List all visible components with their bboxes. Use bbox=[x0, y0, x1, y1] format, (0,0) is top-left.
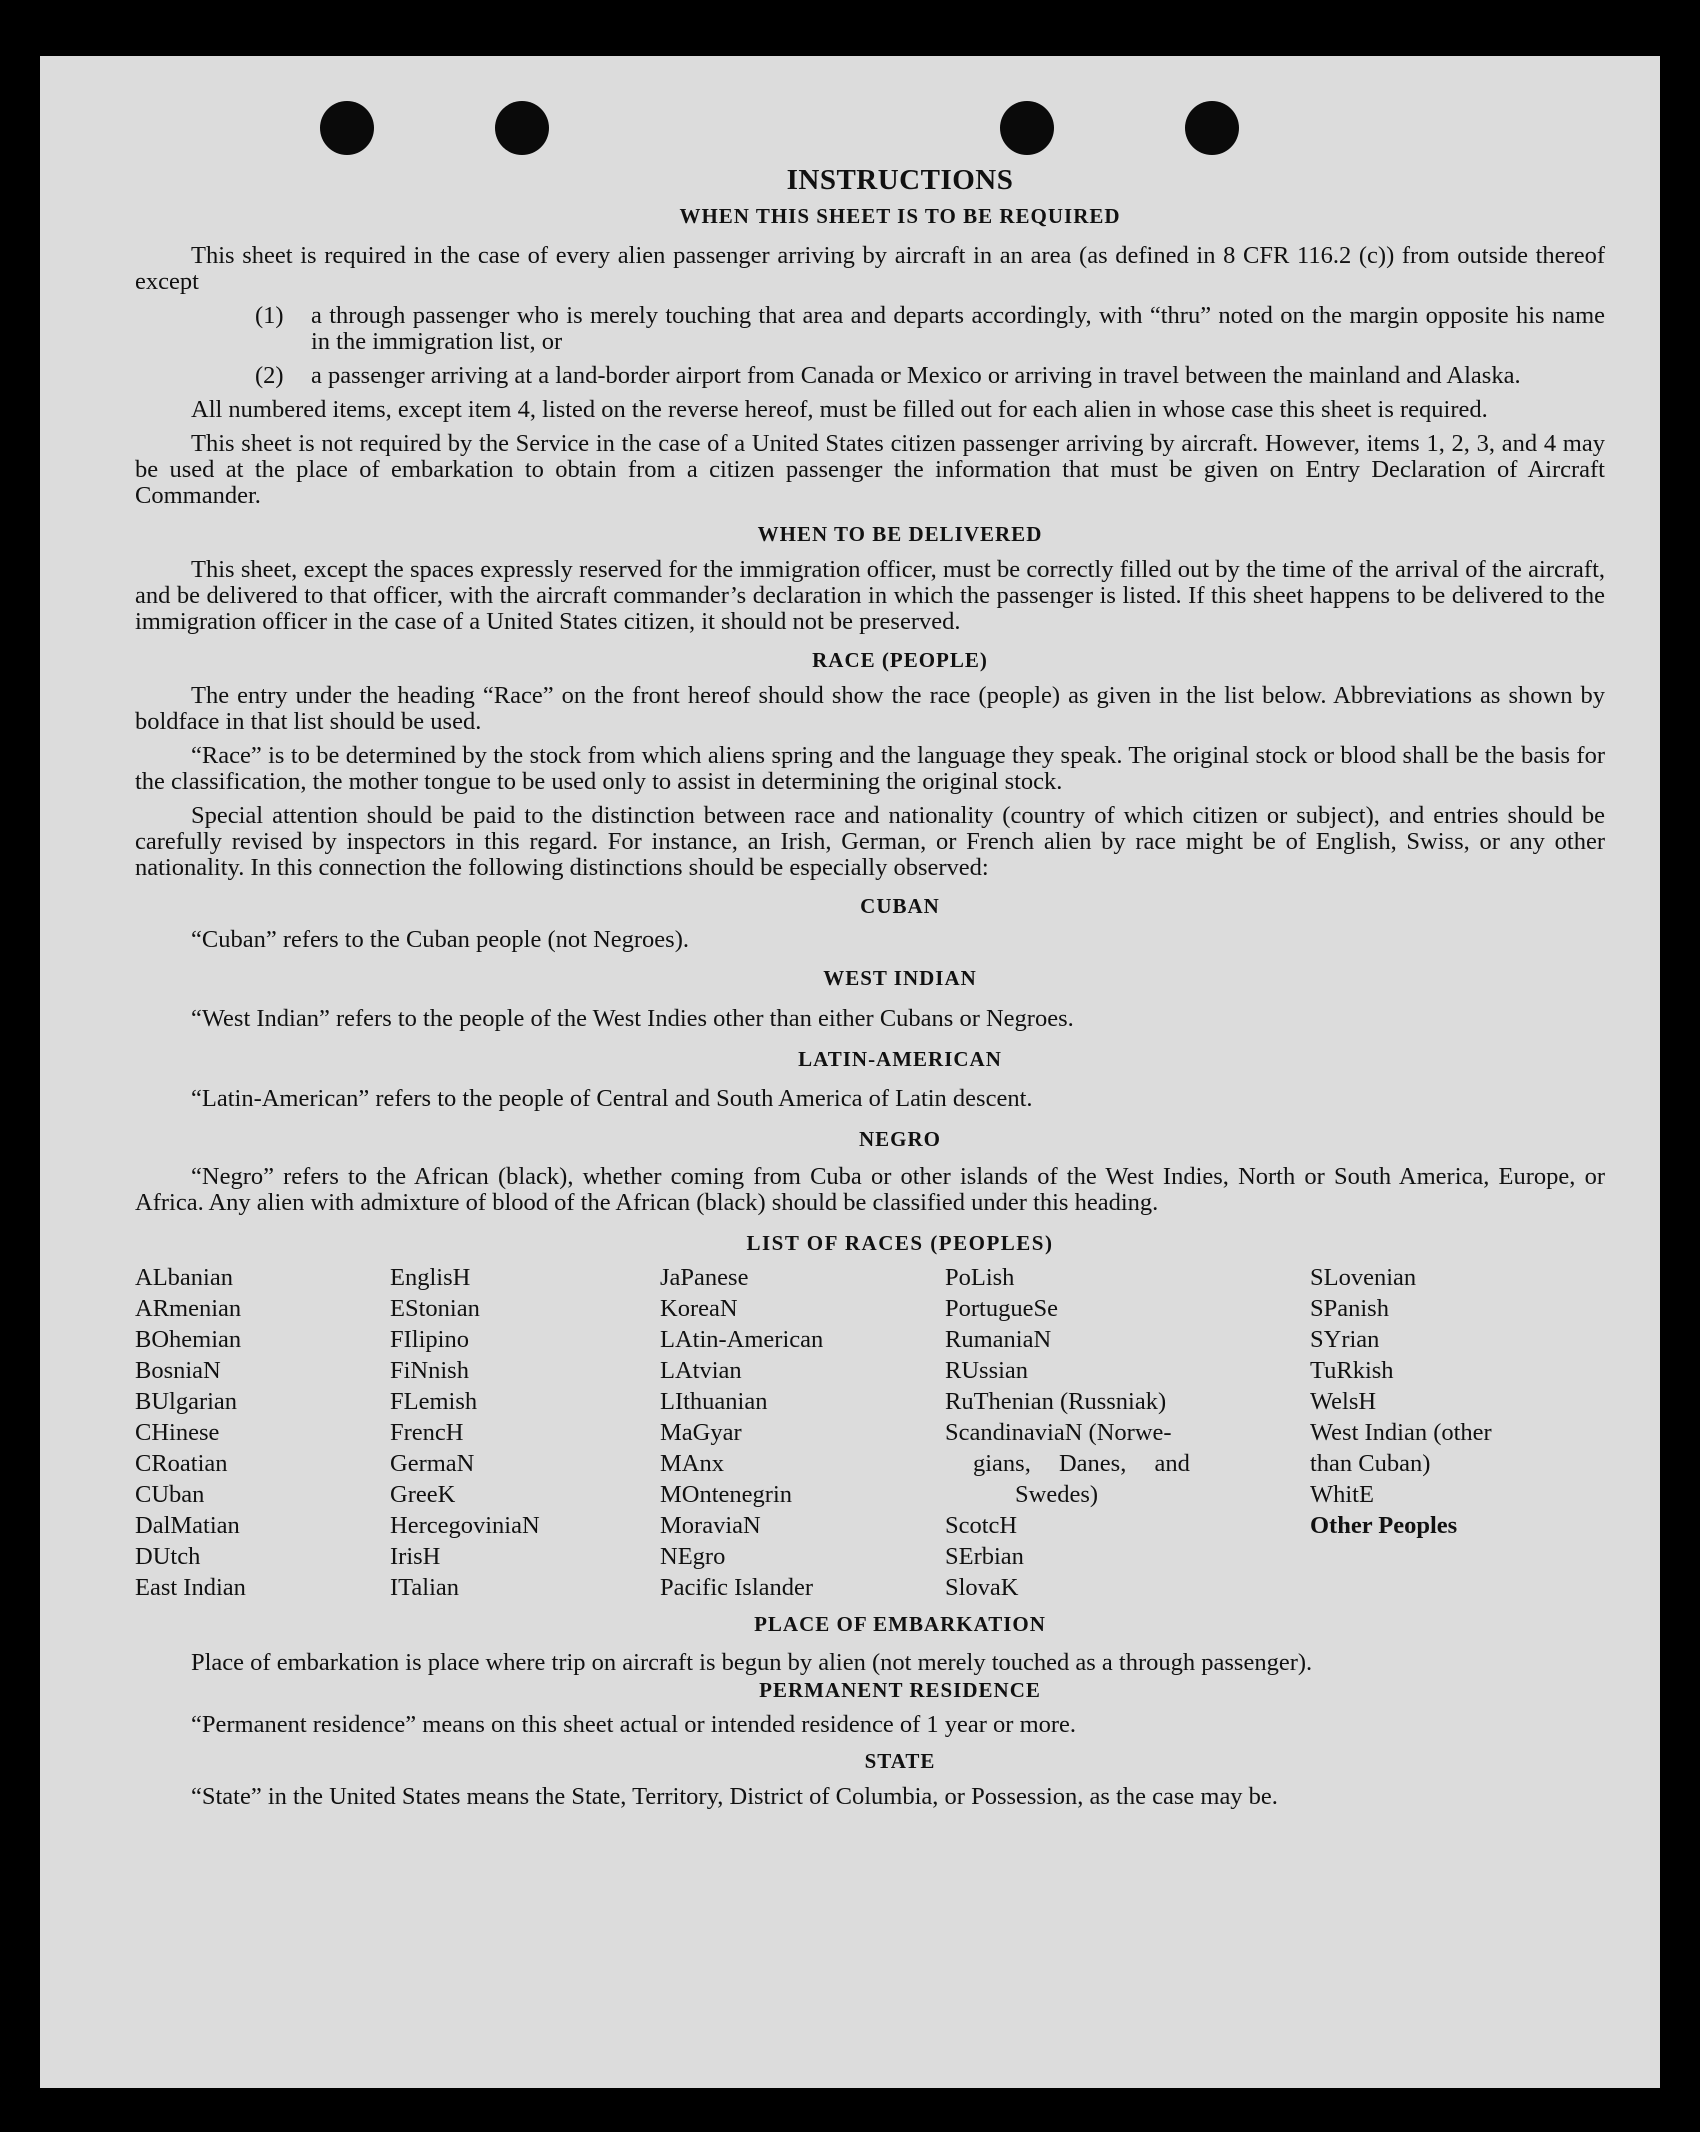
race-item: ARmenian bbox=[135, 1295, 242, 1323]
section-heading: STATE bbox=[864, 1748, 936, 1773]
punch-hole bbox=[495, 101, 549, 155]
punch-hole bbox=[320, 101, 374, 155]
punch-hole bbox=[1185, 101, 1239, 155]
race-item-continued: Swedes) bbox=[1015, 1481, 1099, 1509]
race-item: DalMatian bbox=[135, 1512, 240, 1540]
paragraph: “Cuban” refers to the Cuban people (not Negroes). bbox=[191, 926, 689, 954]
race-item: EStonian bbox=[390, 1295, 480, 1323]
race-item: BOhemian bbox=[135, 1326, 242, 1354]
race-item: RuThenian (Russniak) bbox=[945, 1388, 1167, 1416]
race-item: WelsH bbox=[1310, 1388, 1377, 1416]
race-item: HercegoviniaN bbox=[390, 1512, 540, 1540]
document-page bbox=[40, 56, 1660, 2088]
race-item: SErbian bbox=[945, 1543, 1024, 1571]
race-item: ScotcH bbox=[945, 1512, 1018, 1540]
race-column bbox=[660, 1262, 945, 1603]
race-item: BUlgarian bbox=[135, 1388, 238, 1416]
race-item: FiNnish bbox=[390, 1357, 469, 1385]
race-item: CUban bbox=[135, 1481, 205, 1509]
list-text: a through passenger who is merely touching that area and departs accordingly, with “thru” noted on the margin opposite his name in the immigration list, or bbox=[311, 302, 1605, 356]
race-item: TuRkish bbox=[1310, 1357, 1394, 1385]
race-item: NEgro bbox=[660, 1543, 726, 1571]
paragraph: “Race” is to be determined by the stock from which aliens spring and the language they speak. The original stock or blood shall be the basis for the classification, the mother tongue to be used only to assist in determining the original stock. bbox=[135, 742, 1605, 796]
section-heading: CUBAN bbox=[860, 894, 940, 919]
paragraph: This sheet is required in the case of every alien passenger arriving by aircraft in an area (as defined in 8 CFR 116.2 (c)) from outside thereof except bbox=[135, 242, 1605, 296]
paragraph: Place of embarkation is place where trip on aircraft is begun by alien (not merely touched as a through passenger). bbox=[191, 1648, 1313, 1676]
race-item: GermaN bbox=[390, 1450, 475, 1478]
section-heading: LIST OF RACES (PEOPLES) bbox=[746, 1231, 1054, 1255]
race-item-continued: gians, Danes, and bbox=[973, 1450, 1190, 1478]
paragraph: This sheet is not required by the Service in the case of a United States citizen passenger arriving by aircraft. However, items 1, 2, 3, and 4 may be used at the place of embarkation to obtain from a citizen passenger the information that must be given on Entry Declaration of Aircraft Commander. bbox=[135, 430, 1605, 509]
race-item: MaGyar bbox=[660, 1419, 742, 1447]
paragraph: Special attention should be paid to the distinction between race and nationality (country of which citizen or subject), and entries should be carefully revised by inspectors in this regard. For instance, an Irish, German, or French alien by race might be of English, Swiss, or any other nationality. In this connection the following distinctions should be especially observed: bbox=[135, 802, 1605, 882]
race-item: SPanish bbox=[1310, 1295, 1389, 1323]
page-title: INSTRUCTIONS bbox=[786, 164, 1014, 196]
paragraph: “Permanent residence” means on this sheet actual or intended residence of 1 year or more. bbox=[191, 1710, 1077, 1738]
race-item: RumaniaN bbox=[945, 1326, 1052, 1354]
race-item: EnglisH bbox=[390, 1264, 471, 1292]
race-item: LAtvian bbox=[660, 1357, 742, 1385]
race-item: GreeK bbox=[390, 1481, 456, 1509]
paragraph: The entry under the heading “Race” on the front hereof should show the race (people) as given in the list below. Abbreviations as shown by boldface in that list should be used. bbox=[135, 682, 1605, 736]
race-item: SlovaK bbox=[945, 1574, 1019, 1602]
section-heading: NEGRO bbox=[858, 1126, 941, 1151]
list-item bbox=[255, 363, 1605, 389]
race-column bbox=[945, 1262, 1245, 1603]
race-item: JaPanese bbox=[660, 1264, 749, 1292]
race-item: MOntenegrin bbox=[660, 1481, 792, 1509]
race-item: RUssian bbox=[945, 1357, 1029, 1385]
race-item: SYrian bbox=[1310, 1326, 1380, 1354]
punch-hole bbox=[1000, 101, 1054, 155]
race-item: FIlipino bbox=[390, 1326, 469, 1354]
race-item: ScandinaviaN (Norwe- bbox=[945, 1419, 1172, 1447]
race-column bbox=[135, 1262, 390, 1603]
race-item: CHinese bbox=[135, 1419, 220, 1447]
race-item: West Indian (other bbox=[1310, 1419, 1492, 1447]
list-item bbox=[255, 303, 1605, 355]
paragraph: “West Indian” refers to the people of the West Indies other than either Cubans or Negroes. bbox=[191, 1004, 1074, 1032]
document-body bbox=[135, 164, 1605, 1810]
race-item: ALbanian bbox=[135, 1264, 233, 1292]
race-list bbox=[135, 1262, 1605, 1603]
section-heading: LATIN-AMERICAN bbox=[798, 1046, 1002, 1071]
section-heading: WHEN THIS SHEET IS TO BE REQUIRED bbox=[679, 204, 1121, 228]
race-column bbox=[390, 1262, 660, 1603]
race-item: LIthuanian bbox=[660, 1388, 768, 1416]
race-item: IrisH bbox=[390, 1543, 441, 1571]
race-item: East Indian bbox=[135, 1574, 246, 1602]
race-item: KoreaN bbox=[660, 1295, 738, 1323]
section-heading: RACE (PEOPLE) bbox=[812, 648, 988, 673]
paragraph: All numbered items, except item 4, listed on the reverse hereof, must be filled out for each alien in whose case this sheet is required. bbox=[191, 396, 1488, 424]
race-item: LAtin-American bbox=[660, 1326, 824, 1354]
section-heading: WHEN TO BE DELIVERED bbox=[757, 521, 1043, 546]
list-number: (2) bbox=[255, 362, 284, 390]
paragraph: This sheet, except the spaces expressly reserved for the immigration officer, must be correctly filled out by the time of the arrival of the aircraft, and be delivered to that officer, with the aircraft commander’s declaration in which the passenger is listed. If this sheet happens to be delivered to the immigration officer in the case of a United States citizen, it should not be preserved. bbox=[135, 556, 1605, 636]
race-column bbox=[1310, 1262, 1580, 1603]
section-heading: PLACE OF EMBARKATION bbox=[754, 1612, 1046, 1637]
race-item: PoLish bbox=[945, 1264, 1015, 1292]
race-item: DUtch bbox=[135, 1543, 201, 1571]
race-item: WhitE bbox=[1310, 1481, 1374, 1509]
paragraph: “Negro” refers to the African (black), whether coming from Cuba or other islands of the West Indies, North or South America, Europe, or Africa. Any alien with admixture of blood of the African (black) should be classified under this heading. bbox=[135, 1163, 1605, 1217]
race-item: FrencH bbox=[390, 1419, 464, 1447]
section-heading: PERMANENT RESIDENCE bbox=[759, 1678, 1041, 1703]
race-item: BosniaN bbox=[135, 1357, 221, 1385]
list-number: (1) bbox=[255, 302, 284, 330]
list-text: a passenger arriving at a land-border airport from Canada or Mexico or arriving in travel between the mainland and Alaska. bbox=[311, 362, 1521, 390]
race-item: PortugueSe bbox=[945, 1295, 1058, 1323]
paragraph: “State” in the United States means the State, Territory, District of Columbia, or Possession, as the case may be. bbox=[191, 1782, 1278, 1810]
race-item: MoraviaN bbox=[660, 1512, 761, 1540]
race-item: ITalian bbox=[390, 1574, 460, 1602]
race-item: FLemish bbox=[390, 1388, 478, 1416]
race-item: Other Peoples bbox=[1310, 1512, 1458, 1540]
race-item: MAnx bbox=[660, 1450, 724, 1478]
race-item: CRoatian bbox=[135, 1450, 228, 1478]
race-item: SLovenian bbox=[1310, 1264, 1417, 1292]
race-item: Pacific Islander bbox=[660, 1574, 814, 1602]
paragraph: “Latin-American” refers to the people of Central and South America of Latin descent. bbox=[191, 1084, 1033, 1112]
race-item-continued: than Cuban) bbox=[1310, 1450, 1431, 1478]
section-heading: WEST INDIAN bbox=[823, 966, 977, 991]
